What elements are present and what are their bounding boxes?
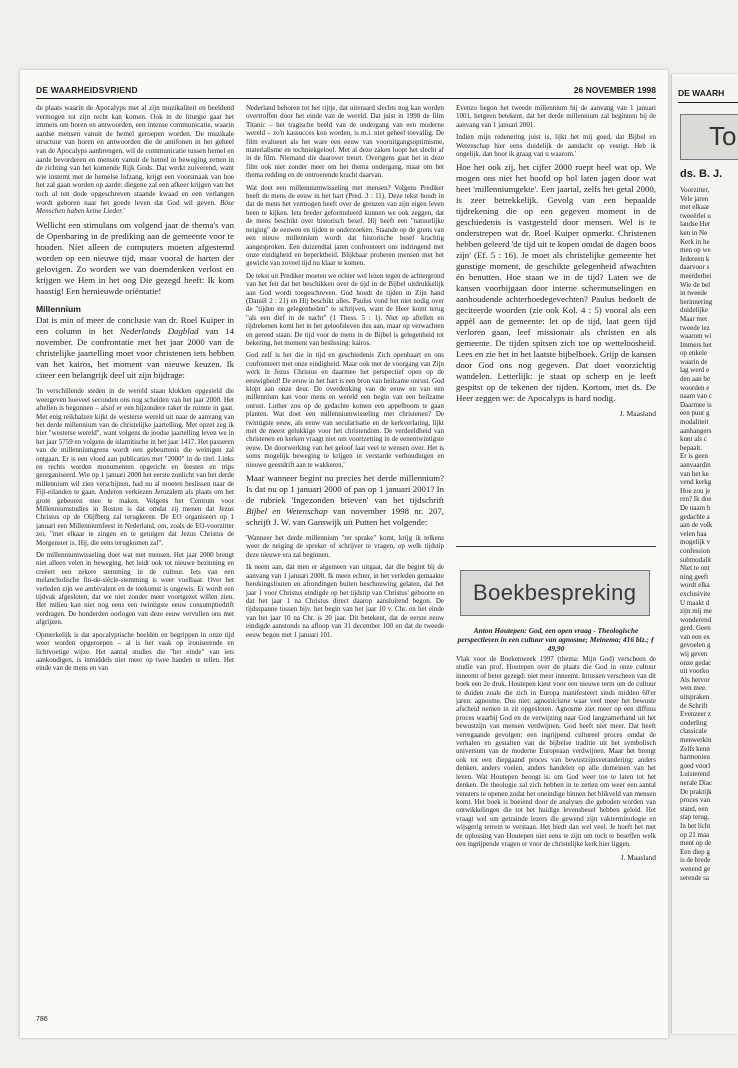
magazine-title: Bijbel en Wetenschap xyxy=(246,506,328,517)
quotation: Indien mijn redenering juist is, lijkt het mij goed, dat Bijbel en Wetenschap hier eens duidelijk de aandacht op vestigt. Heb ik ongelijk, dan hoor ik graag van u waarom.' xyxy=(456,133,656,159)
section-heading-millennium: Millennium xyxy=(36,303,81,314)
adjacent-text-line: wonderend xyxy=(680,615,712,624)
adjacent-text-line: op enkele xyxy=(680,349,708,358)
adjacent-text-line: Een diep g xyxy=(680,847,710,856)
adjacent-text-line: harmonieu xyxy=(680,753,710,762)
adjacent-text-line: vend kerkg xyxy=(680,478,712,487)
adjacent-text-line: onderling xyxy=(680,718,707,727)
adjacent-text-line: is de brede xyxy=(680,856,711,865)
adjacent-text-line: aanvaardin xyxy=(680,461,711,469)
adjacent-text-line: aanhangers xyxy=(680,426,712,435)
quotation: 'Wanneer het derde millennium "ter sprake" komt, krijg ik telkens weer de neiging de spreker of schrijver te vragen, op welk tijdstip deze nieuwe era zal beginnen. xyxy=(246,534,444,559)
adjacent-text-line: menwerkin xyxy=(680,736,712,744)
column-2 xyxy=(246,104,444,1012)
adjacent-text-line: classicale xyxy=(680,727,707,736)
page-number: 786 xyxy=(36,1016,48,1023)
page-header xyxy=(36,84,656,99)
adjacent-text-line: Immers het xyxy=(680,340,712,349)
adjacent-text-line: in tweede xyxy=(680,289,708,298)
adjacent-text-line: bepaalt. xyxy=(680,443,702,452)
adjacent-text-line: daarvoor s xyxy=(680,263,710,272)
adjacent-text-line: confession xyxy=(680,546,710,555)
adjacent-text-line: gerd. Geen xyxy=(680,624,711,633)
adjacent-text-line: Hoe zou je xyxy=(680,486,711,495)
adjacent-text-line: stap terug. xyxy=(680,813,710,822)
adjacent-text-line: Niet te ont xyxy=(680,564,710,573)
review-body: Vlak voor de Boekenweek 1997 (thema: Mijn God) verscheen de studie van prof. Houtepen over de plaats die God in onze cultuur inneemt of beter gezegd: niet meer inneemt. Intussen verscheen van dit boek een 2e druk. Houtepen kiest voor een nieuwe term om de cultuur te duiden zoals die zich in Europa manifesteert sinds midden 60'er jaren: agnosme. Dus niet: agnosticisme waar veel meer het bewuste afscheid nemen in zit opgesloten. Agnosme ziet meer op een diffuus proces waarbij God en de verwijzing naar God langzamerhand uit het bewustzijn van mensen verdwijnen. God heeft niet meer. Dat heeft verregaande gevolgen: een ingrijpend cultureel proces omdat de verhalen en gestalten van de bijbelse traditie uit het symbolisch universum van de moderne Europeaan verdwijnen. Maar het brengt ook tot een diepgaand proces van bewustzijnsverandering: anders denken, anders voelen, anders handelen op alle domeinen van het leven. Wat Houtepen beoogt is: om God weer toe te laten tot het denken. De theologie zal zich hebben in te zetten om weer een aantal vensters te openen zodat het oneindige binnen het blikveld van mensen komt. Het boek is boeiend door de analyses die geboden worden van ontwikkelingen die tot het huidige levensbesef hebben geleid. Het vraagt wel om getrainde lezers die gewend zijn vakterminologie en wijsgerig terrein te verstaan. Het biedt dan wel veel. Je hoeft het met de oplossing van Houtepen niet eens te zijn om toch te beseffen welk een ingrijpende vragen er voor de christelijke kerk hier liggen. xyxy=(456,655,656,848)
adjacent-text-line: De praktijk xyxy=(680,787,712,796)
adjacent-text-line: wordt elka xyxy=(680,581,710,590)
quotation: Ik neem aan, dat men er algemeen van uitgaat, dat die begint bij de aanvang van 1 januari 2000. Ik meen echter, in het verleden gemaakte berekingsfouten en afrondingen buiten beschouwing gelaten, dat het jaar 1 voor Christus eindigde op het tijdstip van Christus' geboorte en dat het jaar 1 na Christus direct daarop aansluitend begon. De tijdsspanne tussen bijv. het begin van het jaar 10 v. Chr. en het einde van het jaar 10 na Chr. is 20 jaar. Dit betekent, dat de eerste eeuw eindigde aanstonds na afloop van 31 december 100 en dat de tweede eeuw begon met 1 januari 101. xyxy=(246,563,444,639)
quotation: Nederland behoren tot het rijtje, dat uiteraard slechts nog kan worden overtroffen door het einde van de wereld. Dat juist in 1998 de film Titanic – het tragische beeld van de ondergang van een moderne wereld – zo'n kassucces kon worden, is m.i. niet geheel toevallig. De film evalueert als het ware een eeuw van vooruitgangsoptimisme, materialisme en techniekgeloof. Met al deze zaken loopt het slecht af in de film. Niemand die daarover treurt. Overigens gaat het in deze film ook niet zonder meer om het thema ondergang, maar om het thema redding en de ontroerende kracht daarvan. xyxy=(246,104,444,180)
review-signature: J. Maasland xyxy=(620,853,656,863)
adjacent-page xyxy=(672,74,738,1034)
adjacent-text-line: naam van c xyxy=(680,392,712,401)
adjacent-text-line: men op we xyxy=(680,246,711,255)
book-info xyxy=(456,626,656,653)
adjacent-text-line: van het ke xyxy=(680,469,709,478)
column-3 xyxy=(456,104,656,540)
adjacent-text-line: Luisterend xyxy=(680,770,710,779)
adjacent-text-line: exclusivite xyxy=(680,589,711,598)
adjacent-text-line: mogelijk v xyxy=(680,538,711,547)
adjacent-text-line: Zelfs kenn xyxy=(680,744,710,753)
adjacent-text-line: op 21 maa xyxy=(680,830,710,839)
adjacent-text-line: gevoelen g xyxy=(680,641,711,650)
adjacent-title-box: To xyxy=(680,114,738,160)
book-publisher: Meinema; 416 blz.; ƒ 49,90 xyxy=(547,635,655,653)
quotation: God zelf is het die in tijd en geschiedenis Zich openbaart en ons confronteert met onze eindigheid. Maar ook met de voorgang van Zijn werk in Jezus Christus en daarmee het perspectief open op de eeuwigheid! De eeuw in het hart is een bron van heilzame onrust. God klopt aan onze deur. De overdenking van de eeuw en van een millennium kan voor mens en wereld een begin van een heilzame onrust. Luther zou op de gedachte komen een appelboom te gaan planten. Wat doet een millenniumwisseling met christenen? De twintigste eeuw, als eeuw van secularisatie en de kerkverlating, lijkt met de meest gelukkige voor het christendom. De verdeeldheid van christenen en kerken vraagt niet om voortzetting in de eenentwintigste eeuw. De doorwerking van het geloof laat veel te wensen over. Het is soms mogelijk beweging te krijgen in verstarde verhoudingen en nieuwe geestdrift aan te wakkeren.' xyxy=(246,351,444,469)
adjacent-text-line: uit voorko xyxy=(680,667,709,676)
adjacent-page-header: DE WAARH xyxy=(678,88,738,103)
paragraph: Wellicht een stimulans om volgend jaar de thema's van de Openbaring in de prediking aan de gemeente voor te houden. Niet alleen de computers moeten afgestemd worden op een nieuwe tijd, maar vooral de harten der gelovigen. Zo worden we van doemdenken verlost en krijgen we Hem in het oog Die gezegd heeft: Ik kom haastig! Een hernieuwde oriëntatie! xyxy=(36,219,234,296)
adjacent-text-line: Voorzitter, xyxy=(680,186,710,194)
adjacent-text-line: Vele jaren xyxy=(680,194,709,203)
adjacent-text-line: onze gedac xyxy=(680,658,712,667)
adjacent-text-line: woorden e xyxy=(680,383,710,392)
adjacent-text-line: proces van xyxy=(680,796,711,805)
adjacent-text-line: herinnering xyxy=(680,297,713,306)
adjacent-text-line: waarom wi xyxy=(680,332,712,341)
adjacent-text-line: den aan be xyxy=(680,375,710,384)
adjacent-text-line: waarin de xyxy=(680,357,708,366)
paragraph: Maar wanneer begint nu precies het derde millennium? Is dat nu op 1 januari 2000 of pas op 1 januari 2001? In de rubriek 'Ingezonden brieven' van het tijdschrift Bijbel en Wetenschap van november 1998 nr. 207, schrijft J. W. van Ganswijk uit Putten het volgende: xyxy=(246,473,444,528)
adjacent-text-line: lag werd e xyxy=(680,366,710,375)
adjacent-text-line: aan de volk xyxy=(680,521,713,530)
adjacent-text-line: van een ex xyxy=(680,632,710,641)
adjacent-text-line: ren? Ik doe xyxy=(680,495,712,504)
adjacent-text-line: Maar met xyxy=(680,314,708,323)
column-1 xyxy=(36,104,234,1012)
adjacent-text-line: Iedereen k xyxy=(680,254,710,263)
adjacent-text-line: velen haa xyxy=(680,529,707,538)
paragraph: de plaats waarin de Apocalyps met al zijn muzikaliteit en beeldend vermogen tot zijn recht kan komen. Ook in de liturgie gaat het immers om horen en antwoorden, een intense communicatie, waarin aardse mensen vanuit de hemel geroepen worden. De muzikale structuur van horen en antwoorden die de antifonen in het geheel van de Apocalyps aanbrengen, wil de communicatie tussen hemel en aarde bevorderen en mensen vanuit de hemel in beweging zetten in de richting van het komende Rijk Gods. Dat werkt zuiverend, want wie instemt met de hemelse lofzang, krijgt een voorsmaak van hoe het zal gaan worden op aarde: diegene zal een afkeer krijgen van het toch al ten dode opgeschreven staande kwaad en een verlangen wordt geboren naar het goede leven dat God wil geven. Böse Menschen haben keine Lieder.' xyxy=(36,104,234,216)
adjacent-text-line: stand, een xyxy=(680,804,708,813)
adjacent-text-line: Er is geen xyxy=(680,452,708,461)
quotation: De millenniumwisseling doet wat met mensen. Het jaar 2000 brengt niet alleen velen in beweging, het leidt ook tot nieuwe bezinning en creëert een zekere stemming in de cultuur. Iets van een melancholische fin-de-siècle-stemming is weer voelbaar. Over het verleden zijn we ambivalent en de toekomst is ongewis. Er wordt een tijdvak afgesloten, dat we niet zonder meer voortgezet willen zien. Het milieu kan niet nog eens een twintigste eeuw consumptiedrift verdragen. De honderden oorlogen van deze eeuw vervullen ons met afgrijzen. xyxy=(36,551,234,627)
quotation: Evenzo begon het tweede millennium bij de aanvang van 1 januari 1001, hetgeen betekent, dat het derde millennium zal beginnen bij de aanvang van 1 januari 2001. xyxy=(456,104,656,129)
adjacent-text-line: De naam b xyxy=(680,503,711,512)
quotation: De tekst uit Prediker moeten we echter wel lezen tegen de achtergrond van het feit dat het beschikken over de tijd in de Bijbel uitdrukkelijk aan God wordt toegeschreven. God houdt de tijden in Zijn hand (Daniël 2 : 21) en Hij beschikt alles. Paulus vond het niet nodig over de "tijden en gelegenheden" te schrijven, want de Heer komt terug "als een dief in de nacht" (1 Thess. 5 : 1). Niet op aftellen en tijdrekenen komt het in het geloofsleven dus aan, maar op verwachten en gereed staan. De tijd voor de mens in de Bijbel is gelegenheid tot bekering, het moment van beslissing: kairos. xyxy=(246,271,444,347)
adjacent-text-line: een puur g xyxy=(680,409,710,418)
quotation: Opmerkelijk is dat apocalyptische beelden en begrippen in onze tijd weer worden opgeroepen – al is het vaak op ironiserende en lichtvoetige wijze. Het aantal studies die "het einde" van iets aankondigen, is inmiddels niet meer op twee handen te tellen. Het einde van de mens en van xyxy=(36,630,234,673)
adjacent-text-line: Evenzeer z xyxy=(680,710,711,719)
adjacent-text-line: met elkaar xyxy=(680,203,710,212)
adjacent-byline: ds. B. J. xyxy=(680,168,723,180)
adjacent-text-line: ment op de xyxy=(680,839,712,848)
adjacent-text-line: de Schrift xyxy=(680,701,708,710)
author-signature: J. Maasland xyxy=(619,409,656,419)
boekbespreking-banner: Boekbespreking xyxy=(460,570,650,616)
adjacent-text-line: modaliteit xyxy=(680,418,709,427)
issue-date: 26 NOVEMBER 1998 xyxy=(573,85,656,95)
adjacent-text-line: U maakt d xyxy=(680,598,710,607)
adjacent-text-line: zijn mij me xyxy=(680,607,712,616)
adjacent-text-line: gedachte a xyxy=(680,512,710,521)
adjacent-text-line: ning geeft xyxy=(680,572,709,581)
adjacent-text-line: Daarmee is xyxy=(680,400,712,409)
adjacent-text-lines xyxy=(680,186,738,882)
adjacent-text-line: wenend ge xyxy=(680,864,711,873)
adjacent-text-line: wen mee. xyxy=(680,684,707,693)
book-review xyxy=(456,626,656,1016)
adjacent-text-line: submodalit xyxy=(680,555,712,564)
column-divider xyxy=(456,546,656,547)
adjacent-text-line: nerale Diac xyxy=(680,778,713,787)
newspaper-title: Nederlands Dagblad xyxy=(120,326,199,337)
publication-name: DE WAARHEIDSVRIEND xyxy=(36,85,138,95)
paragraph: Dat is min of meer de conclusie van dr. Roel Kuiper in een column in het Nederlands Dagblad van 14 november. De confrontatie met het jaar 2000 van de christelijke jaartelling moet voor christenen iets hebben van het kairos, het moment van nieuwe keuzen. Ik citeer een belangrijk deel uit zijn bijdrage: xyxy=(36,315,234,381)
adjacent-text-line: serende sa xyxy=(680,873,709,882)
adjacent-text-line: meerderhei xyxy=(680,271,712,280)
quotation: Wat doet een millenniumwisseling met mensen? Volgens Prediker heeft de mens de eeuw in het hart (Pred. 3 : 11). Deze tekst houdt in dat de mens het vermogen heeft over de grenzen van zijn eigen leven heen te kijken. Iets breder geformuleerd kunnen we ook zeggen, dat de mens beschikt over historisch besef. Hij heeft een "natuurlijke neiging" de eeuwen en tijden te onderzoeken. Staande op de grens van een nieuw millennium wordt dat historische besef krachtig aangesproken. Een duizendtal jaren confronteert ons indringend met onze eindigheid en beperktheid. Blijkbaar proberen mensen met het gewicht van zoveel tijd nu klaar te komen. xyxy=(246,183,444,268)
adjacent-text-line: landse Her xyxy=(680,220,711,229)
adjacent-text-line: wij geven xyxy=(680,650,708,659)
italic-quote: Böse Menschen haben keine Lieder.' xyxy=(36,198,234,216)
adjacent-text-line: Kerk in he xyxy=(680,237,710,246)
adjacent-text-line: In het licht xyxy=(680,821,711,830)
adjacent-text-line: ken in Ne xyxy=(680,228,708,237)
adjacent-text-line: Als hervor xyxy=(680,675,710,684)
adjacent-text-line: duidelijke xyxy=(680,306,708,315)
adjacent-text-line: tweeërlei u xyxy=(680,211,711,220)
adjacent-text-line: Wie de bel xyxy=(680,280,711,289)
book-title: God, een open vraag - Theologische perspectieven in een cultuur van agnosme; xyxy=(457,626,639,644)
quotation: 'In verschillende steden in de wereld staan klokken opgesteld die weergeven hoeveel seconden ons nog scheiden van het jaar 2000. Het aftellen is begonnen – alsof er een bijzondere raket de ruimte in gaat. Met enig reikhalzen kijkt de westerse wereld uit naar de aanvang van het derde millennium van de christelijke jaartelling. Met opzet zeg ik hier "westerse wereld", want volgens de joodse jaartelling leven we in het jaar 5759 en volgens de islamitische in het jaar 1417. Het passeren van de millenniumgrens wordt een gebeurtenis die weinigen zal ontgaan. Er is een vloed aan publicaties met "2000" in de titel. Links en rechts worden monumenten opgericht en feesten en trips georganiseerd. Wie op 1 januari 2000 het eerste zonlicht van het derde millennium wil zien verschijnen, had nu al moeten beslissen naar de Fiji-eilanden te gaan. Anderen verkiezen Jeruzalem als plaats om het grote gebeuren mee te maken. Volgens het Centrum voor Millenniumstudies in Boston is dat omdat zij menen dat Jezus Christus op de Olijfberg zal terugkeren. De EO organiseert op 1 januari een Millenniumfeest in Nederland, om, zoals de EO-voorzitter zei, "met elkaar te zingen en te getuigen dat Jezus Christus de Morgenster is. Hij, die eens terugkomen zal". xyxy=(36,387,234,547)
adjacent-text-line: kunt als c xyxy=(680,435,707,444)
book-author: Anton Houtepen: xyxy=(473,626,527,635)
adjacent-text-line: goed voorl xyxy=(680,761,711,770)
paragraph: Hoe het ook zij, het cijfer 2000 roept heel wat op. We mogen ons niet het hoofd op hol laten jagen door wat heet 'millenniumgekte'. Een jaartal, zelfs het getal 2000, is zeer betrekkelijk. Gevolg van een bepaalde tijdrekening die op een gegeven moment in de geschiedenis is vastgesteld door mensen. Wel is te onderstrepen wat dr. Roel Kuiper opmerkt. Christenen hebben geleerd 'de tijd uit te kopen omdat de dagen boos zijn' (Ef. 5 : 16). Je moet als christelijke gemeente het gunstige moment, de geschikte gelegenheid afwachten én benutten. Hoe staan we in de tijd? Laten we de kansen voorbijgaan door interne schermutselingen en aanhoudende achterhoedegevechten? Paulus bedoelt de geciteerde woorden (zie ook Kol. 4 : 5) vooral als een appèl aan de gemeente: let op de tijd, laat geen tijd verloren gaan, leef missionair als christen en als gemeente. De tijden spitsen zich toe op wetteloosheid. Lees en zie het in het laatste bijbelboek. Grijp de kansen door God ons nog gegeven. Dat doet voorzichtig wandelen. Letterlijk: je staat op scherp en je leeft gespitst op de tekenen der tijden. Kortom, met ds. De Heer zeggen we: de Apocalyps is hard nodig. xyxy=(456,162,656,404)
adjacent-text-line: uitspraken xyxy=(680,693,710,702)
newspaper-page xyxy=(20,70,668,1038)
adjacent-text-line: tweede lez xyxy=(680,323,710,332)
